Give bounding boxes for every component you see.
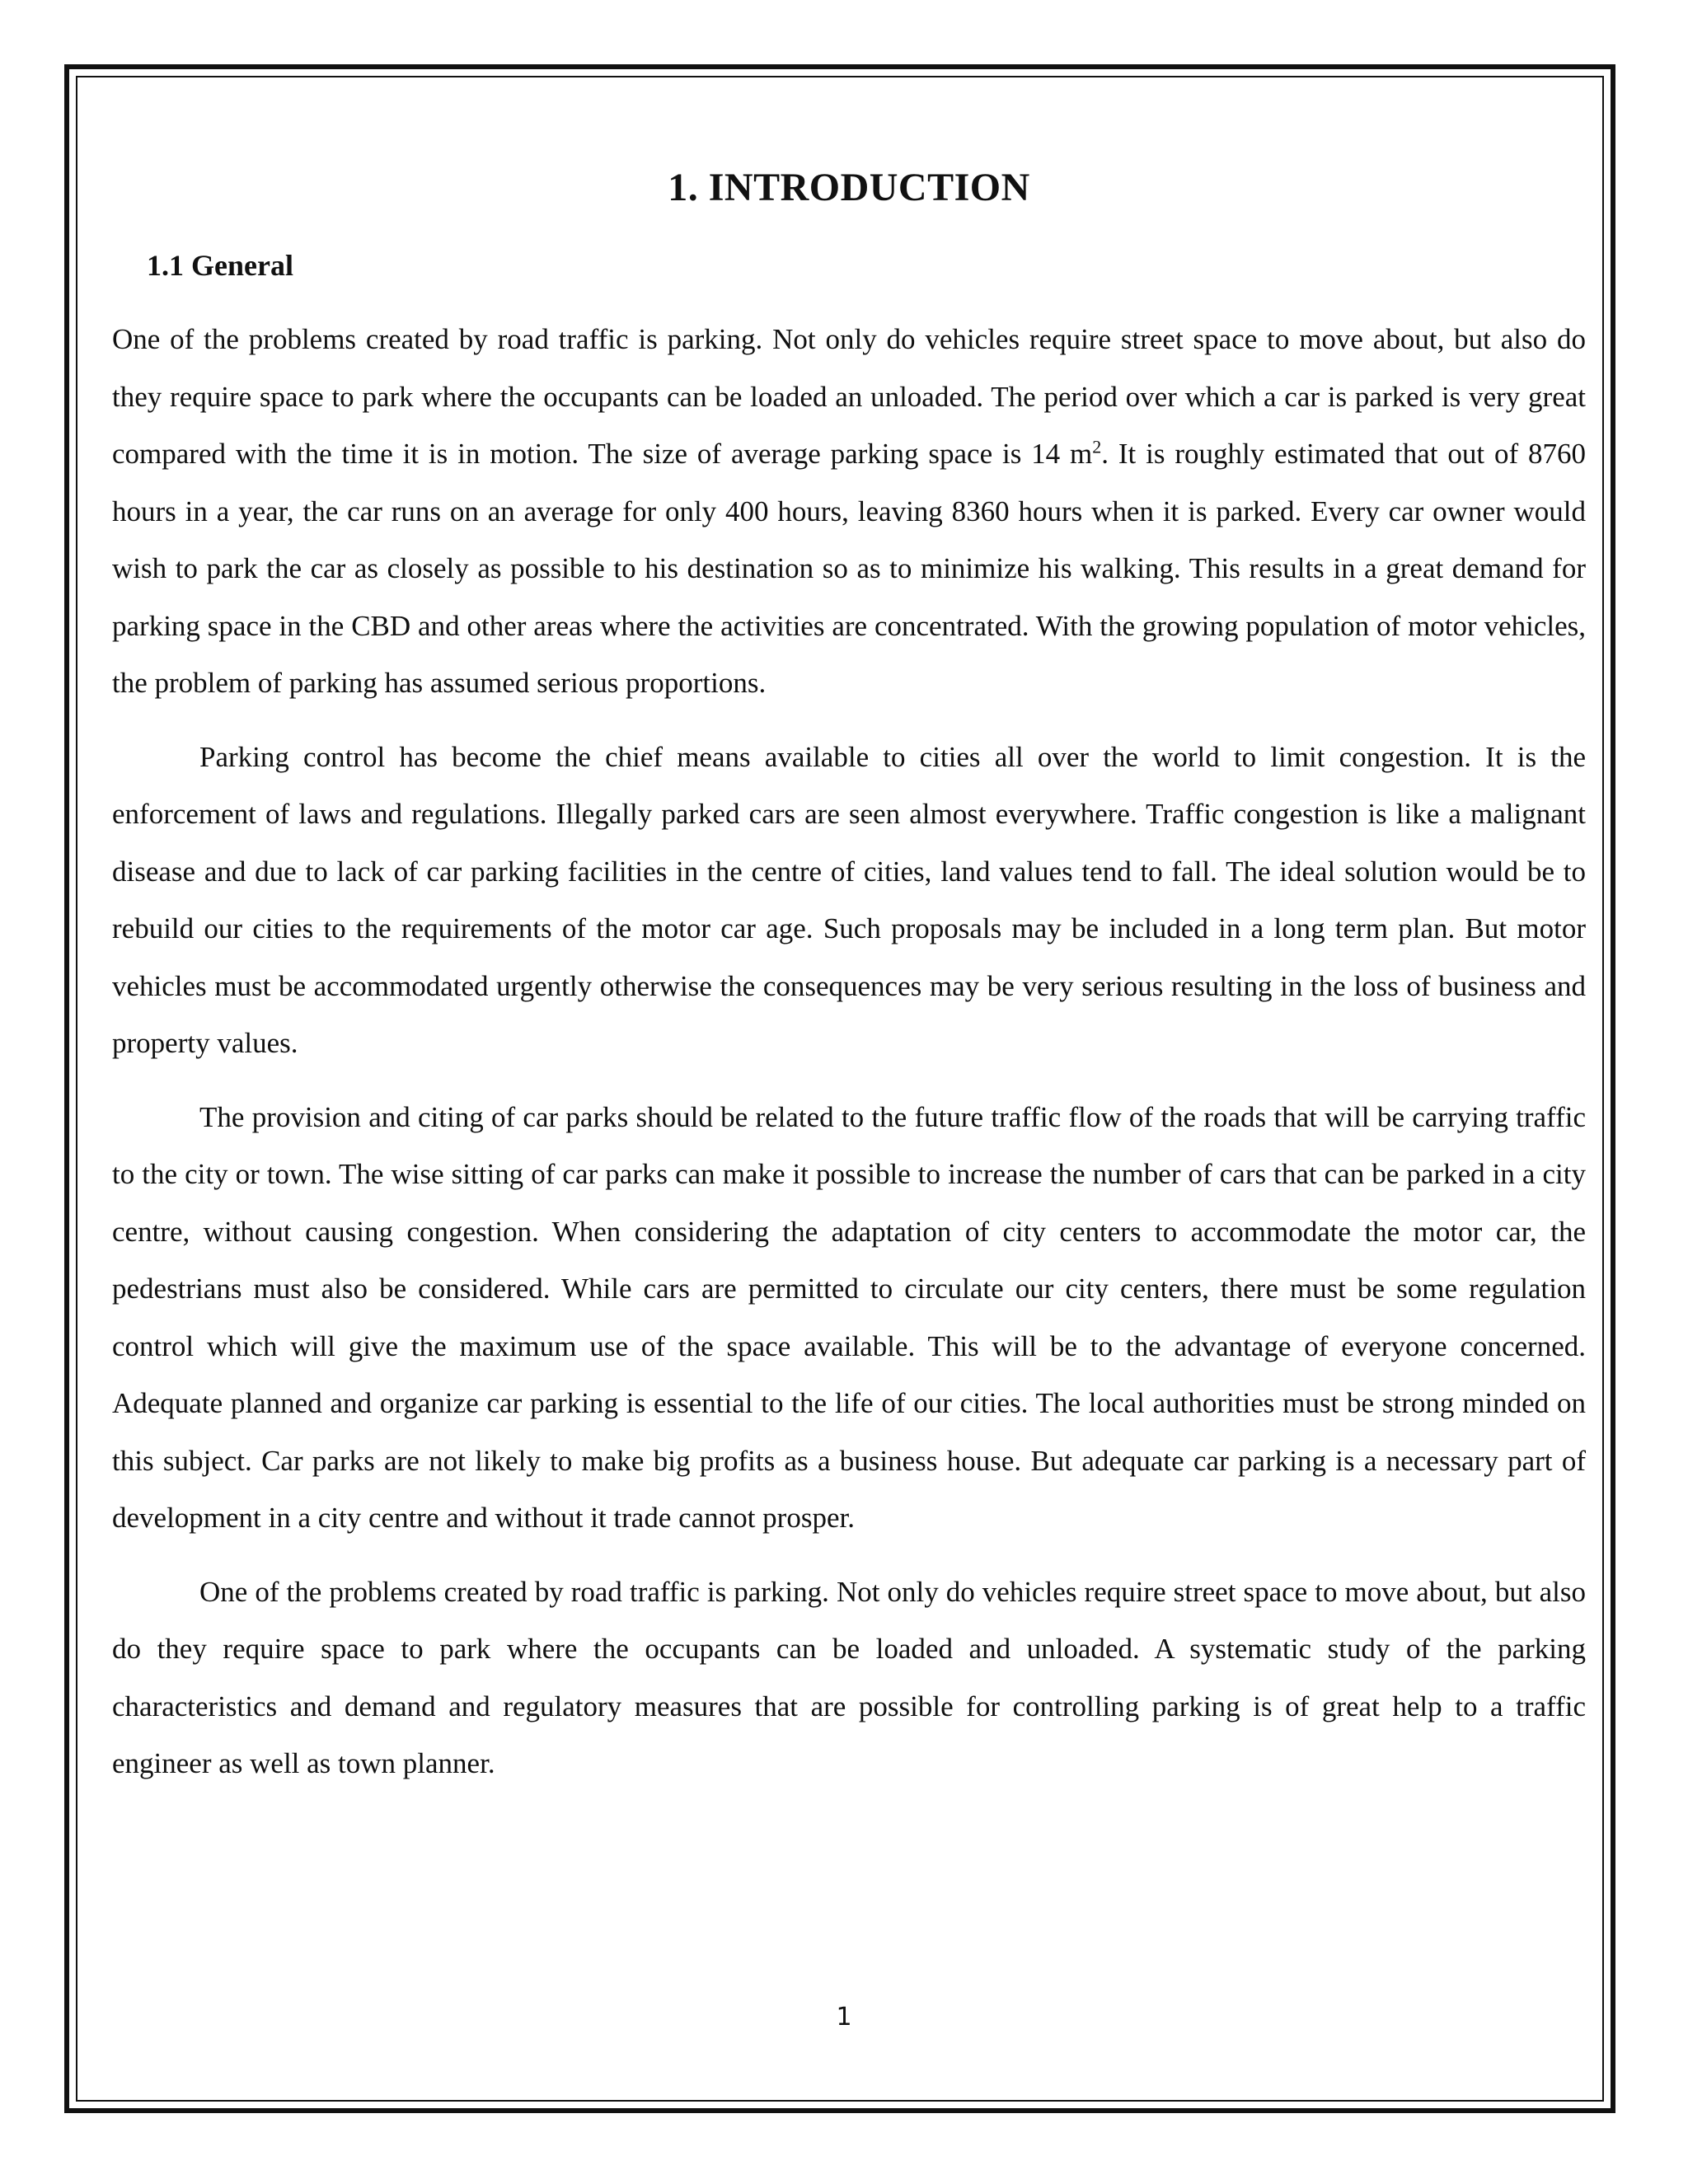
page-number: 1	[836, 2003, 852, 2032]
page-content	[112, 165, 1586, 1809]
paragraph-1-part-b: . It is roughly estimated that out of 8760 hours in a year, the car runs on an average for only 400 hours, leaving 8360 hours when it is parked. Every car owner would wish to park the car as closely as possible to his destination so as to minimize his walking. This results in a great demand for parking space in the CBD and other areas where the activities are concentrated. With the growing population of motor vehicles, the problem of parking has assumed serious proportions.	[112, 438, 1586, 699]
chapter-title: 1. INTRODUCTION	[668, 166, 1030, 209]
paragraph-1	[112, 311, 1586, 712]
section-title: 1.1 General	[147, 249, 293, 282]
paragraph-2: Parking control has become the chief means available to cities all over the world to limit congestion. It is the enforcement of laws and regulations. Illegally parked cars are seen almost everywhere. Traffic congestion is like a malignant disease and due to lack of car parking facilities in the centre of cities, land values tend to fall. The ideal solution would be to rebuild our cities to the requirements of the motor car age. Such proposals may be included in a long term plan. But motor vehicles must be accommodated urgently otherwise the consequences may be very serious resulting in the loss of business and property values.	[112, 740, 1586, 1059]
paragraph-3: The provision and citing of car parks should be related to the future traffic flow of the roads that will be carrying traffic to the city or town. The wise sitting of car parks can make it possible to increase the number of cars that can be parked in a city centre, without causing congestion. When considering the adaptation of city centers to accommodate the motor car, the pedestrians must also be considered. While cars are permitted to circulate our city centers, there must be some regulation control which will give the maximum use of the space available. This will be to the advantage of everyone concerned. Adequate planned and organize car parking is essential to the life of our cities. The local authorities must be strong minded on this subject. Car parks are not likely to make big profits as a business house. But adequate car parking is a necessary part of development in a city centre and without it trade cannot prosper.	[112, 1100, 1586, 1534]
paragraph-1-part-a: One of the problems created by road traffic is parking. Not only do vehicles require street space to move about, but also do they require space to park where the occupants can be loaded an unloaded. The period over which a car is parked is very great compared with the time it is in motion. The size of average parking space is 14 m	[112, 323, 1586, 470]
paragraph-4: One of the problems created by road traffic is parking. Not only do vehicles require street space to move about, but also do they require space to park where the occupants can be loaded and unloaded. A systematic study of the parking characteristics and demand and regulatory measures that are possible for controlling parking is of great help to a traffic engineer as well as town planner.	[112, 1575, 1586, 1779]
superscript-2: 2	[1092, 436, 1102, 457]
